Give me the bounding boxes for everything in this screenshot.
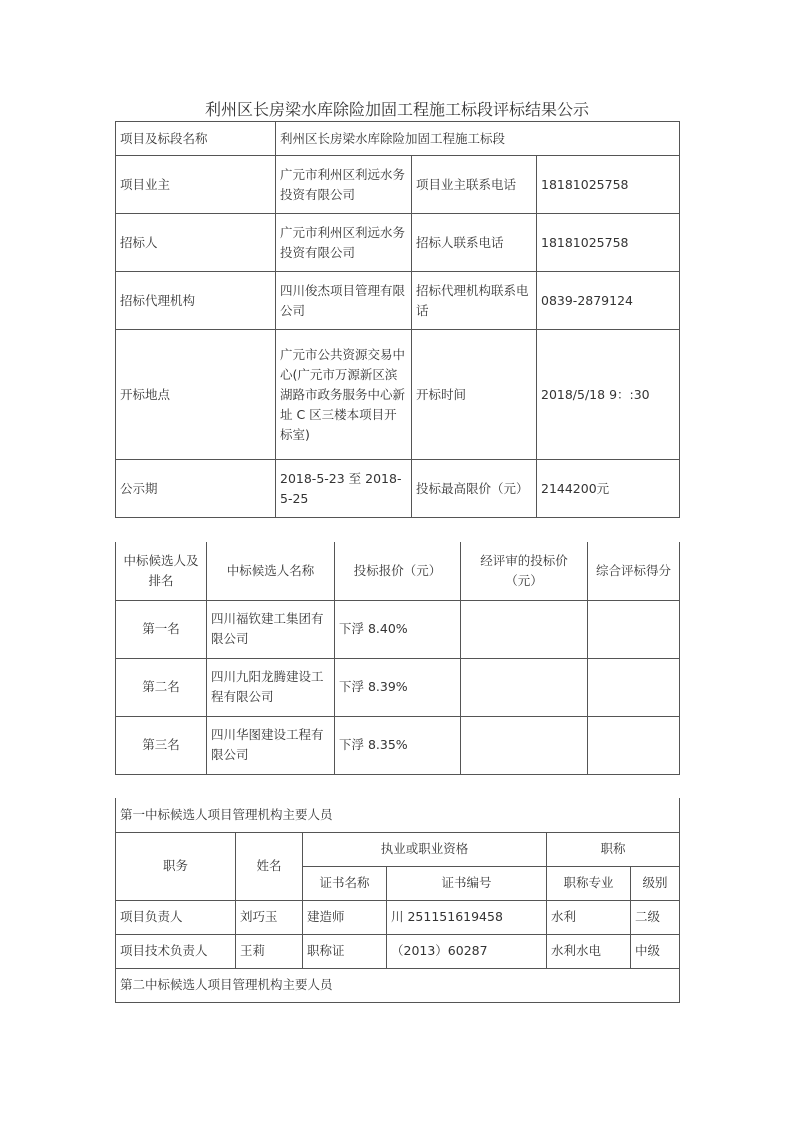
candidate-bid: 下浮 8.39% [335,658,461,716]
header-qualification: 执业或职业资格 [303,832,547,866]
candidate-reviewed [461,716,588,774]
time-value: 2018/5/18 9：:30 [537,330,680,460]
header-bid: 投标报价（元） [335,542,461,600]
header-level: 级别 [631,866,680,900]
location-label: 开标地点 [116,330,276,460]
project-label: 项目及标段名称 [116,122,276,156]
staff-cert-no: （2013）60287 [387,934,547,968]
candidate-rank: 第三名 [116,716,207,774]
table-row [116,600,680,658]
page-title: 利州区长房梁水库除险加固工程施工标段评标结果公示 [204,100,589,119]
header-cert-name: 证书名称 [303,866,387,900]
tenderer-label: 招标人 [116,214,276,272]
staff-level: 二级 [631,900,680,934]
staff-cert-name: 建造师 [303,900,387,934]
staff-specialty: 水利水电 [547,934,631,968]
location-value: 广元市公共资源交易中心(广元市万源新区滨湖路市政务服务中心新址 C 区三楼本项目开标室) [276,330,412,460]
owner-label: 项目业主 [116,156,276,214]
tenderer-phone-label: 招标人联系电话 [412,214,537,272]
candidate-name: 四川九阳龙腾建设工程有限公司 [207,658,335,716]
header-name: 姓名 [236,832,303,900]
period-value: 2018-5-23 至 2018-5-25 [276,460,412,518]
section-title: 第一中标候选人项目管理机构主要人员 [116,798,680,832]
section-title: 第二中标候选人项目管理机构主要人员 [116,968,680,1002]
header-specialty: 职称专业 [547,866,631,900]
candidate-score [588,600,680,658]
agency-label: 招标代理机构 [116,272,276,330]
candidate-rank: 第一名 [116,600,207,658]
staff-cert-name: 职称证 [303,934,387,968]
agency-phone-label: 招标代理机构联系电话 [412,272,537,330]
header-rank: 中标候选人及排名 [116,542,207,600]
tenderer-value: 广元市利州区利远水务投资有限公司 [276,214,412,272]
header-cert-no: 证书编号 [387,866,547,900]
candidate-name: 四川华图建设工程有限公司 [207,716,335,774]
staff-name: 刘巧玉 [236,900,303,934]
staff-specialty: 水利 [547,900,631,934]
agency-value: 四川俊杰项目管理有限公司 [276,272,412,330]
header-position: 职务 [116,832,236,900]
candidate-score [588,658,680,716]
staff-position: 项目负责人 [116,900,236,934]
staff-position: 项目技术负责人 [116,934,236,968]
candidate-reviewed [461,658,588,716]
candidates-table [115,542,680,775]
candidate-name: 四川福钦建工集团有限公司 [207,600,335,658]
header-score: 综合评标得分 [588,542,680,600]
tenderer-phone-value: 18181025758 [537,214,680,272]
header-reviewed: 经评审的投标价（元） [461,542,588,600]
table-row [116,900,680,934]
header-name: 中标候选人名称 [207,542,335,600]
table-row [116,658,680,716]
max-price-value: 2144200元 [537,460,680,518]
agency-phone-value: 0839-2879124 [537,272,680,330]
owner-phone-value: 18181025758 [537,156,680,214]
staff-level: 中级 [631,934,680,968]
header-title-group: 职称 [547,832,680,866]
time-label: 开标时间 [412,330,537,460]
owner-phone-label: 项目业主联系电话 [412,156,537,214]
table-row [116,716,680,774]
candidate-score [588,716,680,774]
period-label: 公示期 [116,460,276,518]
max-price-label: 投标最高限价（元） [412,460,537,518]
staff-name: 王莉 [236,934,303,968]
candidate-bid: 下浮 8.35% [335,716,461,774]
staff-cert-no: 川 251151619458 [387,900,547,934]
table-row [116,934,680,968]
project-info-table [115,121,680,518]
candidate-rank: 第二名 [116,658,207,716]
project-value: 利州区长房梁水库除险加固工程施工标段 [276,122,680,156]
staff-table [115,798,680,1003]
candidate-reviewed [461,600,588,658]
candidate-bid: 下浮 8.40% [335,600,461,658]
owner-value: 广元市利州区利远水务投资有限公司 [276,156,412,214]
